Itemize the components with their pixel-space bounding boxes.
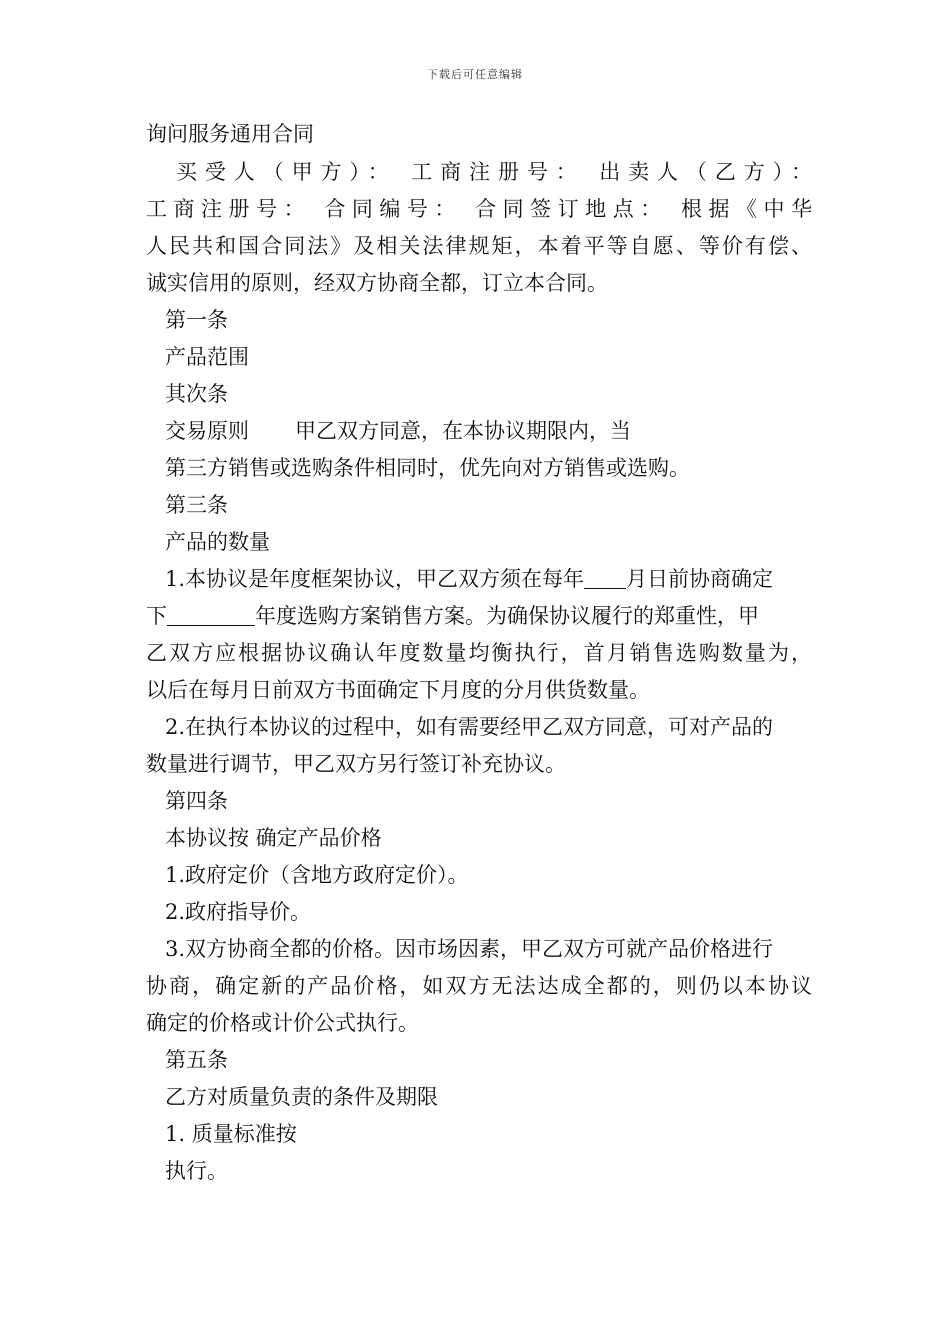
article-3-p1-b: 月日前协商确定 bbox=[626, 567, 774, 591]
seller-label: 出卖人（乙方）： bbox=[599, 160, 813, 184]
basis-line-3: 诚实信用的原则，经双方协商全都，订立本合同。 bbox=[146, 271, 608, 295]
buyer-label: 买受人（甲方）： bbox=[176, 160, 397, 184]
sign-place-label: 合同签订地点： bbox=[475, 197, 668, 221]
article-4-title: 本协议按 确定产品价格 bbox=[165, 826, 382, 850]
buyer-reg-label: 工商注册号： bbox=[411, 160, 585, 184]
article-3-title: 产品的数量 bbox=[165, 530, 270, 554]
article-3-p2-line-1: 2.在执行本协议的过程中，如有需要经甲乙双方同意，可对产品的 bbox=[165, 715, 774, 739]
contract-no-label: 合同编号： bbox=[324, 197, 462, 221]
page-header-note: 下载后可任意编辑 bbox=[427, 68, 523, 81]
article-2-line-1 bbox=[165, 416, 812, 446]
article-2-text-b: 第三方销售或选购条件相同时，优先向对方销售或选购。 bbox=[165, 456, 690, 480]
article-3-p1-line-2 bbox=[146, 601, 812, 631]
article-4-item-3-line-1: 3.双方协商全都的价格。因市场因素，甲乙双方可就产品价格进行 bbox=[165, 937, 774, 961]
document-title: 询问服务通用合同 bbox=[146, 122, 314, 146]
article-3-p1-line-3: 乙双方应根据协议确认年度数量均衡执行，首月销售选购数量为， bbox=[146, 641, 812, 665]
article-3-p1-c: 下 bbox=[146, 604, 167, 628]
article-2-heading: 其次条 bbox=[165, 382, 228, 406]
article-5-item-1-cont: 执行。 bbox=[165, 1159, 228, 1183]
article-3-p1-d: 年度选购方案销售方案。为确保协议履行的郑重性，甲 bbox=[255, 604, 759, 628]
article-3-p1-line-4: 以后在每月日前双方书面确定下月度的分月供货数量。 bbox=[146, 678, 650, 702]
seller-reg-label: 工商注册号： bbox=[146, 197, 312, 221]
blank-line bbox=[584, 566, 626, 589]
article-3-p1-line-1 bbox=[165, 564, 812, 594]
article-3-heading: 第三条 bbox=[165, 493, 228, 517]
article-4-item-2: 2.政府指导价。 bbox=[165, 900, 312, 924]
basis-line-2: 人民共和国合同法》及相关法律规矩，本着平等自愿、等价有偿、 bbox=[146, 234, 812, 258]
article-2-title: 交易原则 bbox=[165, 419, 249, 443]
basis-start: 根据《中华 bbox=[680, 197, 813, 221]
article-4-heading: 第四条 bbox=[165, 789, 228, 813]
article-1-title: 产品范围 bbox=[165, 345, 249, 369]
article-4-item-1: 1.政府定价（含地方政府定价）。 bbox=[165, 863, 469, 887]
parties-line-1 bbox=[176, 157, 812, 187]
article-4-item-3-line-2: 协商，确定新的产品价格，如双方无法达成全都的，则仍以本协议 bbox=[146, 974, 812, 998]
article-2-text-a: 甲乙双方同意，在本协议期限内，当 bbox=[295, 419, 631, 443]
article-5-item-1: 1. 质量标准按 bbox=[165, 1122, 297, 1146]
article-3-p2-line-2: 数量进行调节，甲乙双方另行签订补充协议。 bbox=[146, 752, 566, 776]
blank-line bbox=[167, 603, 255, 626]
article-5-heading: 第五条 bbox=[165, 1048, 228, 1072]
parties-line-2 bbox=[146, 194, 812, 224]
article-5-title: 乙方对质量负责的条件及期限 bbox=[165, 1085, 438, 1109]
article-3-p1-a: 1.本协议是年度框架协议，甲乙双方须在每年 bbox=[165, 567, 585, 591]
article-4-item-3-line-3: 确定的价格或计价公式执行。 bbox=[146, 1011, 419, 1035]
article-1-heading: 第一条 bbox=[165, 308, 228, 332]
